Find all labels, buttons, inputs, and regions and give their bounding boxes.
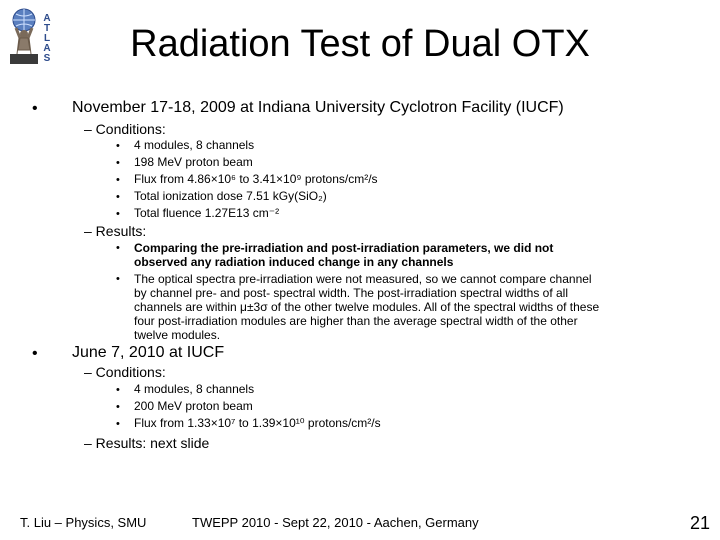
section2-conditions-label: – Conditions: bbox=[84, 364, 166, 380]
list-item-text: 4 modules, 8 channels bbox=[134, 382, 255, 396]
section2-heading: June 7, 2010 at IUCF bbox=[72, 344, 225, 361]
bullet-icon: • bbox=[116, 174, 120, 186]
bullet-icon: • bbox=[116, 140, 120, 152]
list-item bbox=[116, 399, 676, 416]
list-item bbox=[116, 155, 676, 172]
list-item-text: 200 MeV proton beam bbox=[134, 399, 253, 413]
list-item-text: channels are within μ±3σ of the other twelve modules. All of the spectral widths of these bbox=[134, 300, 600, 314]
bullet-icon: • bbox=[116, 418, 120, 430]
page-number: 21 bbox=[689, 513, 710, 533]
footer-event: TWEPP 2010 - Sept 22, 2010 - Aachen, Germany bbox=[192, 515, 479, 530]
section1-results-list bbox=[116, 241, 706, 342]
list-item bbox=[116, 382, 676, 399]
section1-conditions-label: – Conditions: bbox=[84, 121, 166, 137]
bullet-icon: • bbox=[116, 273, 120, 285]
list-item bbox=[116, 241, 706, 269]
list-item-text: by channel pre- and post- spectral width. The post-irradiation spectral widths of all bbox=[134, 286, 568, 300]
logo-letter: L bbox=[43, 33, 51, 44]
slide-title: Radiation Test of Dual OTX bbox=[130, 23, 590, 65]
list-item-text: four post-irradiation modules are higher than the average spectral width of the other bbox=[134, 314, 578, 328]
list-item-text: Total fluence 1.27E13 cm⁻² bbox=[134, 206, 280, 220]
list-item-text: Total ionization dose 7.51 kGy(SiO₂) bbox=[134, 189, 327, 203]
list-item-text: Flux from 4.86×10⁶ to 3.41×10⁹ protons/cm²/s bbox=[134, 172, 378, 186]
list-item-text: twelve modules. bbox=[134, 328, 221, 342]
section1-results-label: – Results: bbox=[84, 223, 147, 239]
bullet-icon: • bbox=[116, 208, 120, 220]
section2-conditions-list bbox=[116, 382, 676, 433]
footer-author: T. Liu – Physics, SMU bbox=[20, 515, 147, 530]
list-item bbox=[116, 206, 676, 223]
section1-heading: November 17-18, 2009 at Indiana University Cyclotron Facility (IUCF) bbox=[72, 99, 564, 116]
bullet-icon: • bbox=[116, 401, 120, 413]
bullet-icon: • bbox=[116, 242, 120, 254]
list-item-text: observed any radiation induced change in any channels bbox=[134, 255, 454, 269]
list-item-text: Flux from 1.33×10⁷ to 1.39×10¹⁰ protons/cm²/s bbox=[134, 416, 381, 430]
bullet-icon: • bbox=[116, 384, 120, 396]
bullet-icon: • bbox=[116, 157, 120, 169]
list-item bbox=[116, 416, 676, 433]
bullet-icon: • bbox=[116, 191, 120, 203]
list-item bbox=[116, 138, 676, 155]
list-item bbox=[116, 272, 706, 342]
bullet-icon: • bbox=[32, 100, 38, 117]
list-item-text: Comparing the pre-irradiation and post-irradiation parameters, we did not bbox=[134, 241, 554, 255]
logo-letter: T bbox=[43, 23, 51, 34]
section2-results-line: – Results: next slide bbox=[84, 435, 210, 451]
list-item-text: The optical spectra pre-irradiation were not measured, so we cannot compare channel bbox=[134, 272, 592, 286]
list-item bbox=[116, 189, 676, 206]
list-item bbox=[116, 172, 676, 189]
logo-letter: A bbox=[43, 43, 51, 54]
logo-letter: S bbox=[43, 53, 51, 64]
bullet-icon: • bbox=[32, 345, 38, 362]
logo-letter: A bbox=[43, 13, 51, 24]
list-item-text: 198 MeV proton beam bbox=[134, 155, 253, 169]
section1-conditions-list bbox=[116, 138, 676, 223]
list-item-text: 4 modules, 8 channels bbox=[134, 138, 255, 152]
